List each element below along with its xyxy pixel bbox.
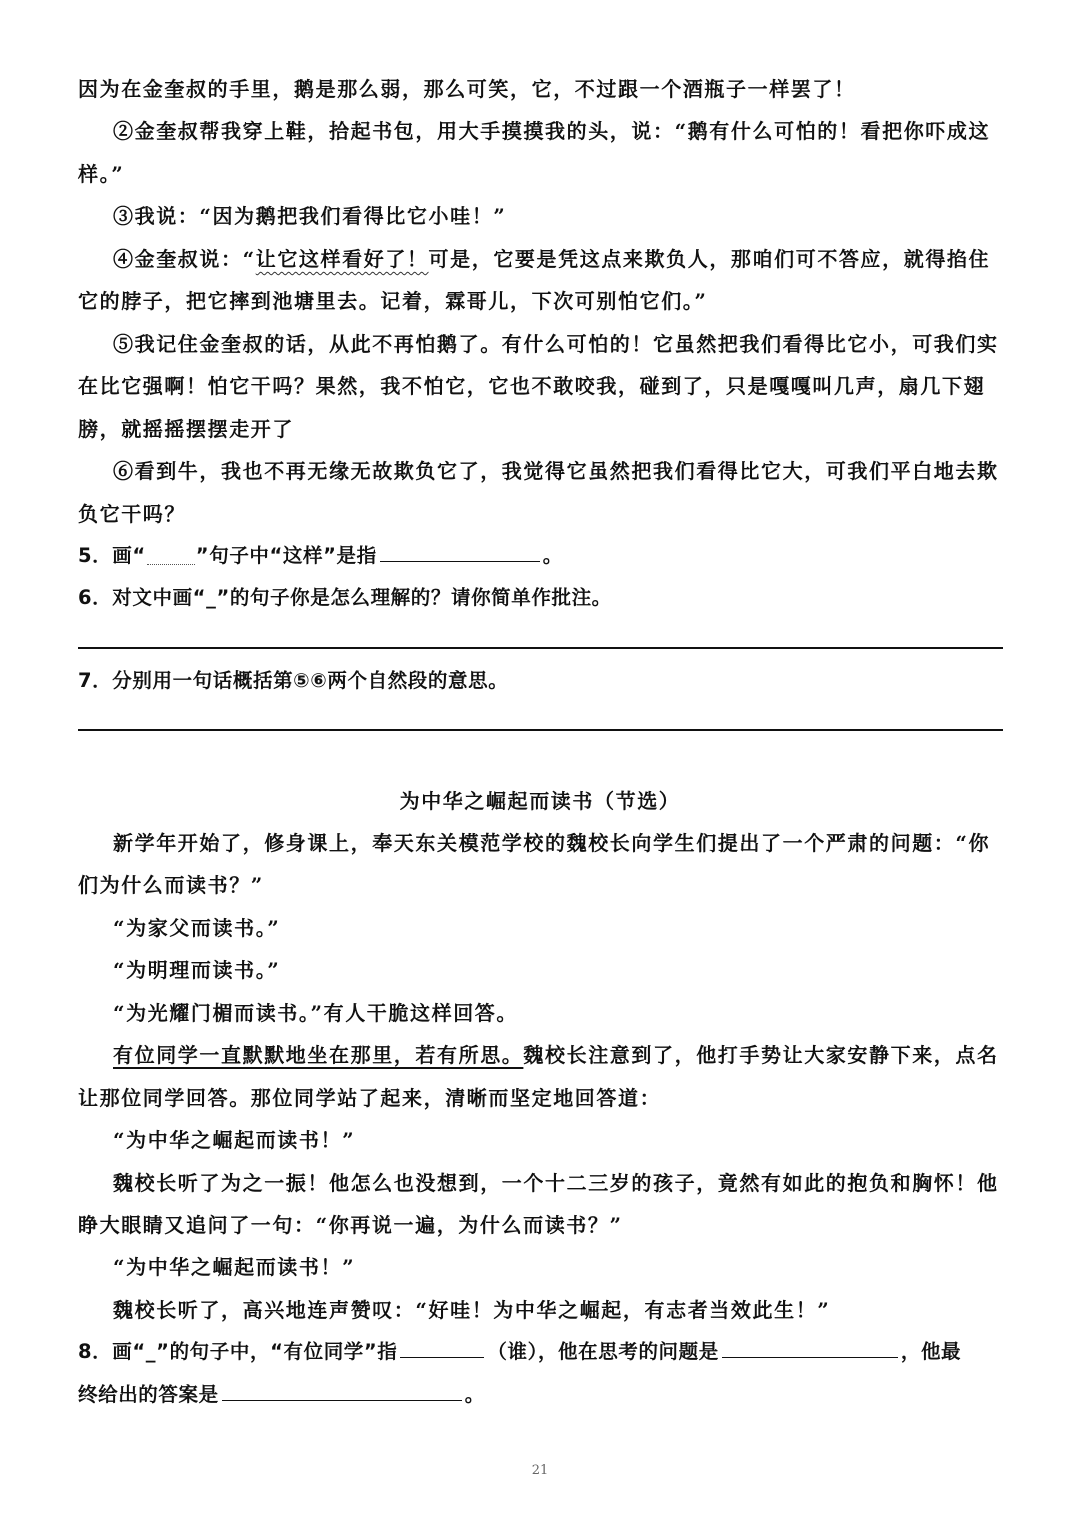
answer-blank[interactable] <box>380 535 540 562</box>
wavy-underlined-sentence: 让它这样看好了！ <box>255 247 429 271</box>
question-text <box>78 1374 485 1416</box>
question-8 <box>0 1331 1080 1373</box>
underline-mark-sample: _ <box>206 586 217 609</box>
paragraph-text: ②金奎叔帮我穿上鞋，拾起书包，用大手摸摸我的头，说：“鹅有什么可怕的！看把你吓成这 <box>113 119 991 143</box>
text-segment: 6．对文中画“ <box>78 586 207 609</box>
story1-paragraph-4 <box>0 238 1080 280</box>
page-number: 21 <box>531 1463 549 1478</box>
story2-paragraph-7 <box>0 1162 1080 1204</box>
story2-paragraph-9 <box>0 1289 1080 1331</box>
question-text <box>78 1331 961 1373</box>
story2-paragraph-7-cont <box>0 1204 1080 1246</box>
story1-paragraph-5 <box>0 323 1080 365</box>
text-segment: 5．画“ <box>78 544 146 567</box>
text-segment: ，他最 <box>900 1340 962 1363</box>
question-text <box>78 535 563 577</box>
question-text: 7．分别用一句话概括第⑤⑥两个自然段的意思。 <box>78 669 509 692</box>
text-segment: ”的句子中，“有位同学”指 <box>156 1340 398 1363</box>
text-segment: 8．画“ <box>78 1340 146 1363</box>
story2-paragraph-1-cont <box>0 864 1080 906</box>
question-8-cont <box>0 1374 1080 1416</box>
text-segment: （谁），他在思考的问题是 <box>487 1340 719 1363</box>
story2-paragraph-2 <box>0 907 1080 949</box>
paragraph-text: ⑤我记住金奎叔的话，从此不再怕鹅了。有什么可怕的！它虽然把我们看得比它小，可我们实 <box>113 332 999 356</box>
story1-line-1 <box>0 68 1080 110</box>
text-segment: 魏校长注意到了，他打手势让大家安静下来，点名 <box>523 1043 999 1067</box>
paragraph-text: 它的脖子，把它摔到池塘里去。记着，霖哥儿，下次可别怕它们。” <box>78 289 708 313</box>
story2-paragraph-4 <box>0 992 1080 1034</box>
paragraph-text: “为中华之崛起而读书！” <box>113 1255 356 1279</box>
story2-paragraph-1 <box>0 822 1080 864</box>
story1-paragraph-3 <box>0 195 1080 237</box>
question-7 <box>0 660 1080 702</box>
text-segment: ④金奎叔说：“ <box>113 247 256 271</box>
story1-text: 因为在金奎叔的手里，鹅是那么弱，那么可笑，它，不过跟一个酒瓶子一样罢了！ <box>78 77 856 101</box>
story1-paragraph-2-cont <box>0 153 1080 195</box>
text-segment: 。 <box>542 544 563 567</box>
paragraph-text: “为家父而读书。” <box>113 916 281 940</box>
text-segment: 终给出的答案是 <box>78 1383 219 1406</box>
text-segment: ”句子中“这样”是指 <box>195 544 377 567</box>
paragraph-text: 负它干吗？ <box>78 502 186 526</box>
story2-paragraph-3 <box>0 949 1080 991</box>
answer-blank-answer[interactable] <box>222 1374 462 1401</box>
paragraph-text: “为光耀门楣而读书。”有人干脆这样回答。 <box>113 1001 519 1025</box>
story1-paragraph-6 <box>0 450 1080 492</box>
question-text <box>78 577 612 619</box>
paragraph-text: ⑥看到牛，我也不再无缘无故欺负它了，我觉得它虽然把我们看得比它大，可我们平白地去欺 <box>113 459 999 483</box>
wavy-mark-sample <box>147 548 195 565</box>
story2-paragraph-6 <box>0 1119 1080 1161</box>
paragraph-text: 在比它强啊！怕它干吗？果然，我不怕它，它也不敢咬我，碰到了，只是嘎嘎叫几声，扇几下翅 <box>78 374 986 398</box>
text-segment: 。 <box>464 1383 485 1406</box>
story2-paragraph-5 <box>0 1034 1080 1076</box>
passage-title: 为中华之崛起而读书（节选） <box>399 789 681 813</box>
paragraph-text: 膀，就摇摇摆摆走开了 <box>78 417 294 441</box>
paragraph-text: “为中华之崛起而读书！” <box>113 1128 356 1152</box>
story1-paragraph-6-cont <box>0 493 1080 535</box>
paragraph-text: 新学年开始了，修身课上，奉天东关模范学校的魏校长向学生们提出了一个严肃的问题：“你 <box>113 831 991 855</box>
paragraph-text <box>113 238 990 280</box>
story1-paragraph-5-cont2 <box>0 408 1080 450</box>
story1-paragraph-4-cont <box>0 280 1080 322</box>
underline-mark-sample: _ <box>145 1340 157 1363</box>
question-5 <box>0 535 1080 577</box>
answer-blank-question[interactable] <box>722 1331 898 1358</box>
paragraph-text: 们为什么而读书？” <box>78 873 264 897</box>
text-segment: ”的句子你是怎么理解的？请你简单作批注。 <box>216 586 612 609</box>
answer-blank-who[interactable] <box>400 1331 484 1358</box>
paragraph-text: 魏校长听了，高兴地连声赞叹：“好哇！为中华之崛起，有志者当效此生！” <box>113 1298 831 1322</box>
underlined-sentence: 有位同学一直默默地坐在那里，若有所思。 <box>113 1043 524 1067</box>
text-segment: 可是，它要是凭这点来欺负人，那咱们可不答应，就得掐住 <box>428 247 991 271</box>
story2-paragraph-8 <box>0 1246 1080 1288</box>
answer-line[interactable] <box>78 729 1003 731</box>
paragraph-text: ③我说：“因为鹅把我们看得比它小哇！” <box>113 204 507 228</box>
story1-paragraph-5-cont <box>0 365 1080 407</box>
paragraph-text <box>113 1034 999 1076</box>
paragraph-text: 让那位同学回答。那位同学站了起来，清晰而坚定地回答道： <box>78 1086 662 1110</box>
answer-line[interactable] <box>78 647 1003 649</box>
paragraph-text: 样。” <box>78 162 125 186</box>
paragraph-text: 魏校长听了为之一振！他怎么也没想到，一个十二三岁的孩子，竟然有如此的抱负和胸怀！他 <box>113 1171 999 1195</box>
story2-paragraph-5-cont <box>0 1077 1080 1119</box>
question-6 <box>0 577 1080 619</box>
story1-paragraph-2 <box>0 110 1080 152</box>
paragraph-text: 睁大眼睛又追问了一句：“你再说一遍，为什么而读书？” <box>78 1213 623 1237</box>
paragraph-text: “为明理而读书。” <box>113 958 281 982</box>
